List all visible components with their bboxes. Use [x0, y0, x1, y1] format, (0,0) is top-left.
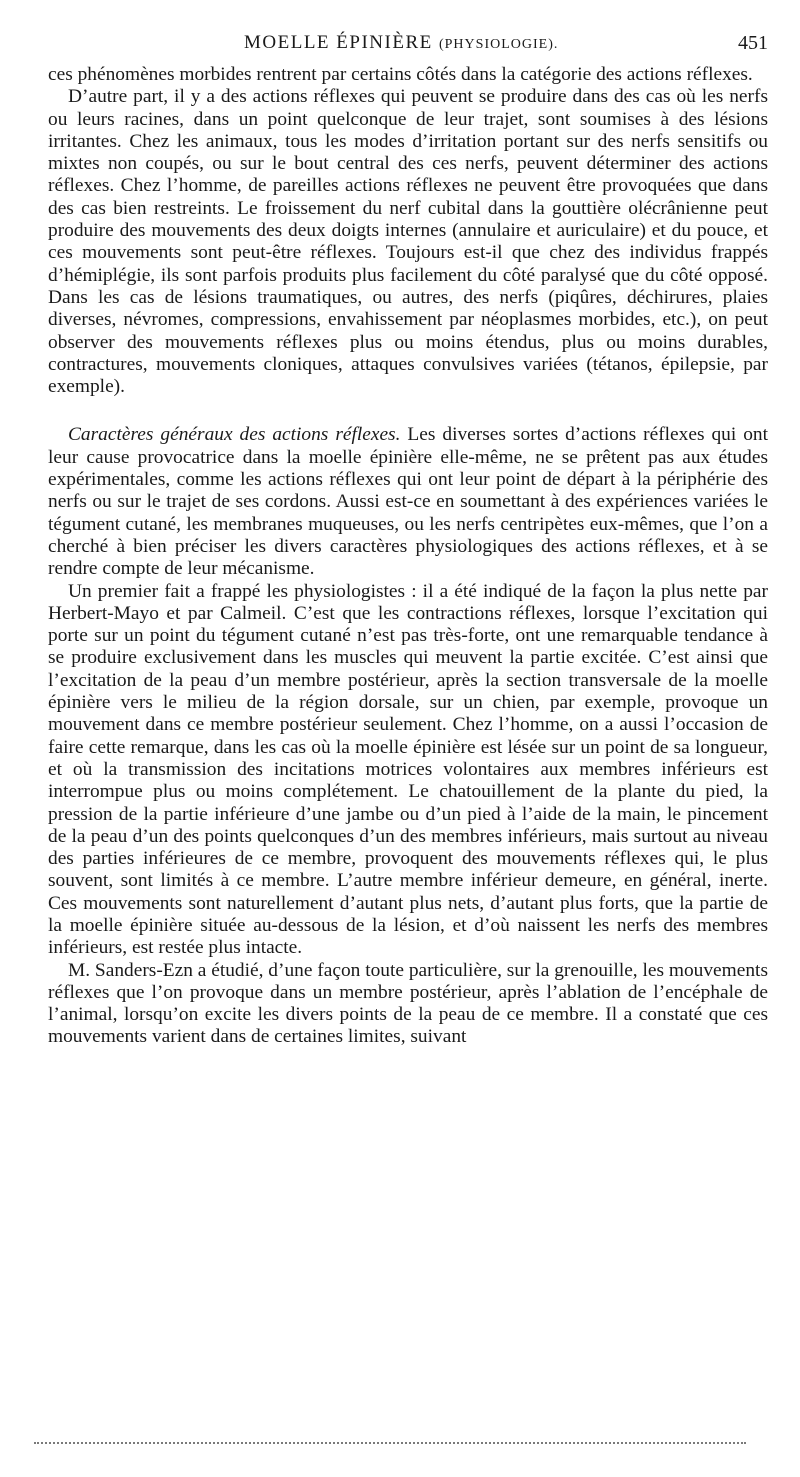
paragraph-continuation: ces phénomènes morbides rentrent par certains côtés dans la catégorie des actions réflexes. [48, 64, 753, 85]
paragraph-first-fact: Un premier fait a frappé les physiologistes : il a été indiqué de la façon la plus nette par Herbert-Mayo et par Calmeil. C’est que les contractions réflexes, lorsque l’excitation qui porte sur un point du tégument cutané n’est pas très-forte, ont une remarquable tendance à se produire exclusivement dans les muscles qui meuvent la partie excitée. C’est ainsi que l’excitation de la peau d’un membre postérieur, après la section transversale de la moelle épinière vers le milieu de la région dorsale, sur un chien, par exemple, provoque un mouvement dans ce membre postérieur seulement. Chez l’homme, on a aussi l’occasion de faire cette remarque, dans les cas où la moelle épinière est lésée sur un point de sa longueur, et où la transmission des incitations motrices volontaires aux membres inférieurs est interrompue plus ou moins complétement. Le chatouillement de la plante du pied, la pression de la partie inférieure d’une jambe ou d’un pied à l’aide de la main, le pincement de la peau d’un des points quelconques d’un des membres inférieurs, mais surtout au niveau des parties inférieures de ce membre, provoquent des mouvements réflexes qui, le plus souvent, sont limités à ce membre. L’autre membre inférieur demeure, en général, inerte. Ces mouvements sont naturellement d’autant plus nets, d’autant plus forts, que la partie de la moelle épinière située au-dessous de la lésion, et d’où naissent les nerfs des membres inférieurs, est restée plus intacte. [48, 580, 768, 959]
paragraph-sanders-ezn: M. Sanders-Ezn a étudié, d’une façon toute particulière, sur la grenouille, les mouvements réflexes que l’on provoque dans un membre postérieur, après l’ablation de l’encéphale de l’animal, lorsqu’on excite les divers points de la peau de ce membre. Il a constaté que ces mouvements varient dans de certaines limites, suivant [48, 959, 768, 1048]
page [48, 28, 768, 1049]
paragraph-reflex-nerve-lesions: D’autre part, il y a des actions réflexes qui peuvent se produire dans des cas où les nerfs ou leurs racines, dans un point quelconque de leur trajet, sont soumises à des lésions irritantes. Chez les animaux, tous les modes d’irritation portant sur des nerfs sensitifs ou mixtes non coupés, ou sur le bout central des ces nerfs, peuvent déterminer des actions réflexes. Chez l’homme, de pareilles actions réflexes ne peuvent être provoquées que dans des cas bien restreints. Le froissement du nerf cubital dans la gouttière olécrânienne peut produire des mouvements des deux doigts internes (annulaire et auriculaire) et du pouce, et ces mouvements sont peut-être réflexes. Toujours est-il que chez des individus frappés d’hémiplégie, ils sont parfois produits plus facilement du côté paralysé que du côté opposé. Dans les cas de lésions traumatiques, ou autres, des nerfs (piqûres, déchirures, plaies diverses, névromes, compressions, envahissement par néoplasmes morbides, etc.), on peut observer des mouvements réflexes plus ou moins étendus, plus ou moins durables, contractures, mouvements cloniques, attaques convulsives variées (tétanos, épilepsie, par exemple). [48, 86, 768, 398]
footer-dotted-rule [34, 1442, 746, 1444]
section-heading-body: Les diverses sortes d’actions réflexes qui ont leur cause provocatrice dans la moelle épinière elle-même, ne se prêtent pas aux études expérimentales, comme les actions réflexes qui ont leur point de départ à la périphérie des nerfs ou sur le trajet de ses cordons. Aussi est-ce en soumettant à des expériences variées le tégument cutané, les membranes muqueuses, ou les nerfs centripètes eux-mêmes, que l’on a cherché à bien préciser les divers caractères physiologiques des actions réflexes, et à se rendre compte de leur mécanisme. [48, 424, 768, 580]
running-head-title [244, 32, 558, 54]
running-head [48, 28, 768, 64]
page-number: 451 [738, 32, 768, 54]
section-title: MOELLE ÉPINIÈRE [244, 32, 433, 53]
section-subtitle: (PHYSIOLOGIE). [438, 37, 559, 52]
section-heading: Caractères généraux des actions réflexes. [68, 424, 401, 446]
body-text [48, 64, 768, 1049]
paragraph-general-characters [48, 424, 768, 580]
